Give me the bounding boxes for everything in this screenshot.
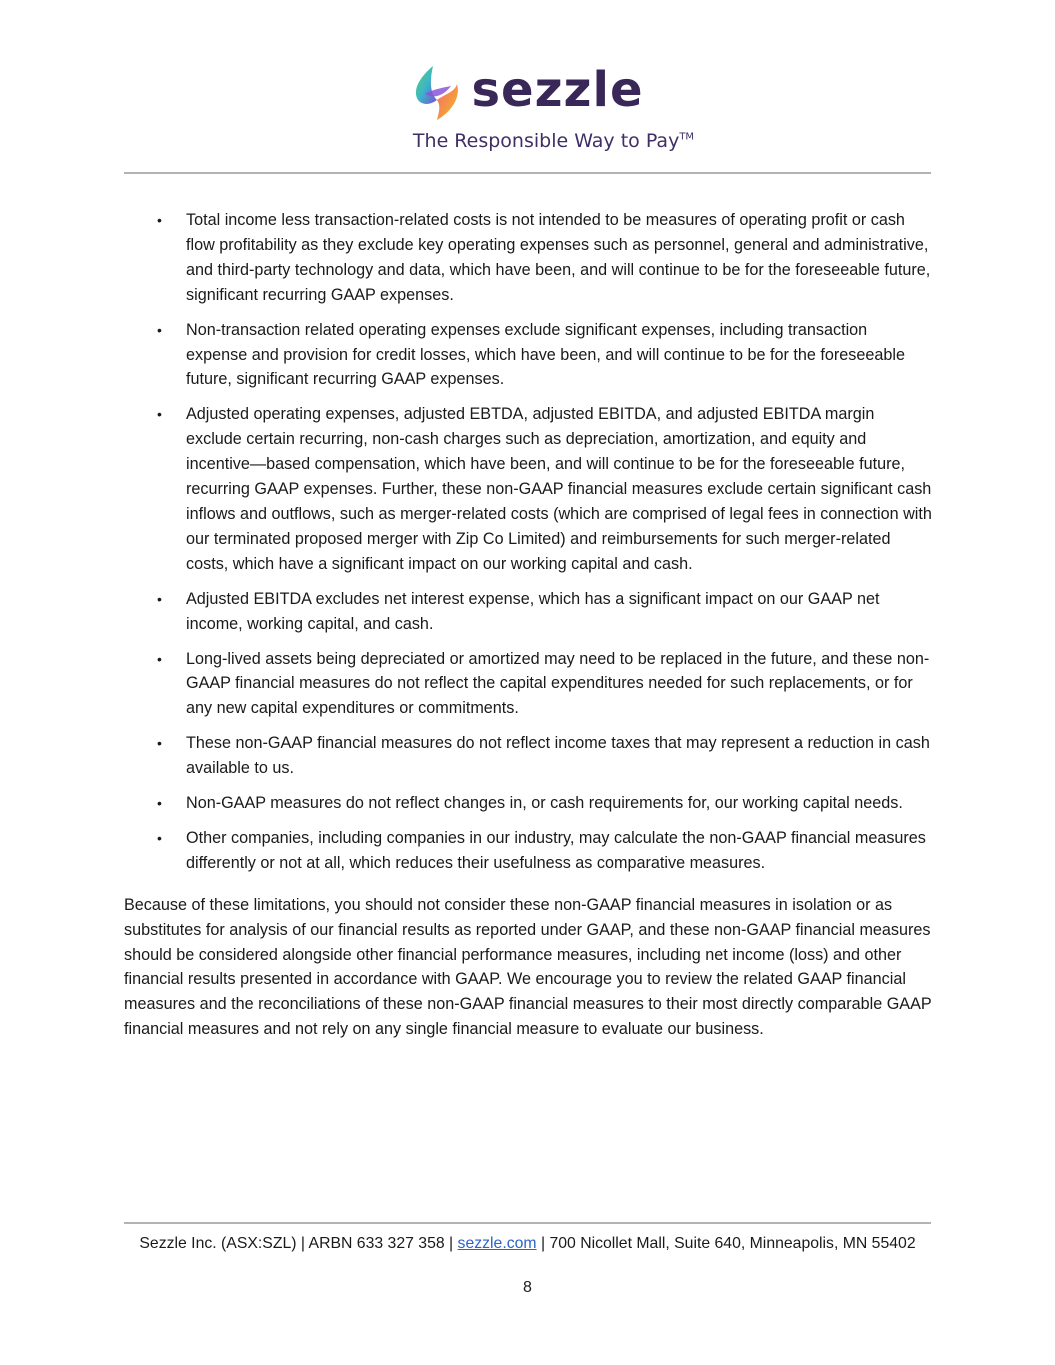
list-item-text: These non-GAAP financial measures do not reflect income taxes that may represent a reduction in cash available to us.	[186, 734, 930, 778]
list-item	[124, 791, 932, 816]
bullet-icon: •	[157, 321, 162, 338]
closing-paragraph: Because of these limitations, you should not consider these non-GAAP financial measures in isolation or as substitutes for analysis of our financial results as reported under GAAP, and these non-GAAP financial measures should be considered alongside other financial performance measures, including net income (loss) and other financial results presented in accordance with GAAP. We encourage you to review the related GAAP financial measures and the reconciliations of these non-GAAP financial measures to their most directly comparable GAAP financial measures and not rely on any single financial measure to evaluate our business.	[124, 895, 932, 1039]
website-link[interactable]: sezzle.com	[457, 1235, 537, 1252]
list-item-text: Total income less transaction-related costs is not intended to be measures of operating profit or cash flow profitability as they exclude key operating expenses such as personnel, general and administrative, and third-party technology and data, which have been, and will continue to be for the foreseeable future, significant recurring GAAP expenses.	[186, 211, 931, 304]
document-body	[124, 208, 932, 1058]
bullet-icon: •	[157, 795, 162, 812]
list-item	[124, 402, 932, 576]
footer-address: | 700 Nicollet Mall, Suite 640, Minneapolis, MN 55402	[540, 1235, 916, 1252]
list-item	[124, 208, 932, 308]
list-item	[124, 826, 932, 876]
logo	[0, 62, 1055, 124]
list-item-text: Adjusted EBITDA excludes net interest expense, which has a significant impact on our GAAP net income, working capital, and cash.	[186, 589, 880, 633]
list-item-text: Non-GAAP measures do not reflect changes in, or cash requirements for, our working capital needs.	[186, 794, 903, 813]
list-item	[124, 587, 932, 637]
footer-company-info: Sezzle Inc. (ASX:SZL) | ARBN 633 327 358 |	[139, 1235, 454, 1252]
bullet-icon: •	[157, 212, 162, 228]
header-divider	[124, 172, 931, 174]
tagline	[52, 130, 1055, 152]
limitations-list	[124, 208, 932, 876]
trademark-mark: TM	[679, 131, 695, 143]
list-item	[124, 731, 932, 781]
bullet-icon: •	[157, 590, 162, 607]
bullet-icon: •	[157, 735, 162, 752]
page-header	[0, 62, 1055, 152]
list-item-text: Other companies, including companies in our industry, may calculate the non-GAAP financial measures differently or not at all, which reduces their usefulness as comparative measures.	[186, 828, 926, 872]
list-item	[124, 318, 932, 393]
footer-divider	[124, 1222, 931, 1224]
page-number: 8	[523, 1279, 532, 1296]
list-item-text: Adjusted operating expenses, adjusted EBTDA, adjusted EBITDA, and adjusted EBITDA margin exclude certain recurring, non-cash charges such as depreciation, amortization, and equity and incentive—based compensation, which have been, and will continue to be for the foreseeable future, recurring GAAP expenses. Further, these non-GAAP financial measures exclude certain significant cash inflows and outflows, such as merger-related costs (which are comprised of legal fees in connection with our terminated proposed merger with Zip Co Limited) and reimbursements for such merger-related costs, which have a significant impact on our working capital and cash.	[186, 405, 932, 573]
list-item-text: Long-lived assets being depreciated or amortized may need to be replaced in the future, and these non-GAAP financial measures do not reflect the capital expenditures needed for such replacements, or for any new capital expenditures or commitments.	[186, 649, 930, 718]
sezzle-logo-icon	[411, 64, 463, 122]
page-footer	[0, 1235, 1055, 1253]
list-item-text: Non-transaction related operating expenses exclude significant expenses, including transaction expense and provision for credit losses, which have been, and will continue to be for the foreseeable future, significant recurring GAAP expenses.	[186, 320, 905, 389]
bullet-icon: •	[157, 406, 162, 423]
tagline-text: The Responsible Way to Pay	[412, 130, 680, 152]
bullet-icon: •	[157, 829, 162, 846]
brand-name: sezzle	[471, 62, 644, 118]
bullet-icon: •	[157, 650, 162, 667]
list-item	[124, 647, 932, 722]
